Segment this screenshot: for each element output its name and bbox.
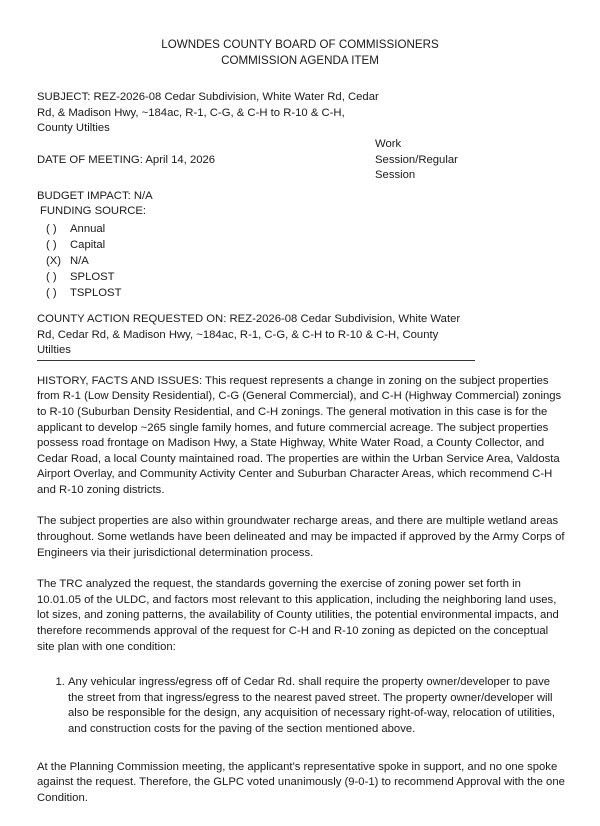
checkbox-mark: ( ) <box>46 286 57 299</box>
session-line3: Session <box>375 169 416 182</box>
budget-impact: BUDGET IMPACT: N/A <box>37 189 153 202</box>
date-of-meeting: DATE OF MEETING: April 14, 2026 <box>37 153 216 166</box>
funding-label: N/A <box>70 254 89 267</box>
funding-item-splost <box>46 269 565 285</box>
document-header-line1: LOWNDES COUNTY BOARD OF COMMISSIONERS <box>161 38 439 51</box>
history-facts-issues: HISTORY, FACTS AND ISSUES: This request represents a change in zoning on the subject properties from R-1 (Low Density Residential), C-G (General Commercial), and C-H (Highway Commercial) zonings to R-10 (Suburban Density Residential, and C-H zonings. The general motivation in this case is for the applicant to develop ~265 single family homes, and future commercial acreage. The subject properties possess road frontage on Madison Hwy, a State Highway, White Water Road, a County Collector, and Cedar Road, a local County maintained road. The properties are within the Urban Service Area, Valdosta Airport Overlay, and Community Activity Center and Suburban Character Areas, which recommend C-H and R-10 zoning districts. <box>37 374 562 496</box>
conditions-list <box>37 675 565 737</box>
funding-label: SPLOST <box>70 270 115 283</box>
document-header-line2: COMMISSION AGENDA ITEM <box>221 53 379 67</box>
funding-item-annual <box>46 221 565 237</box>
trc-paragraph: The TRC analyzed the request, the standards governing the exercise of zoning power set forth in 10.01.05 of the ULDC, and factors most relevant to this application, including the neighboring land uses, lot sizes, and zoning patterns, the availability of County utilities, the potential environmental impacts, and therefore recommends approval of the request for C-H and R-10 zoning as depicted on the conceptual site plan with one condition: <box>37 578 559 653</box>
checkbox-mark: ( ) <box>46 270 57 283</box>
meeting-row <box>37 137 565 184</box>
funding-source-list <box>46 221 565 301</box>
county-action-requested: COUNTY ACTION REQUESTED ON: REZ-2026-08 Cedar Subdivision, White Water Rd, Cedar Rd, & Madison Hwy, ~184ac, R-1, C-G, & C-H to R-10 & C-H, County Utilties <box>37 312 475 361</box>
funding-source-label: FUNDING SOURCE: <box>40 205 147 218</box>
funding-item-tsplost <box>46 285 565 301</box>
wetlands-paragraph: The subject properties are also within groundwater recharge areas, and there are multiple wetland areas throughout. Some wetlands have been delineated and may be impacted if approved by the Army Corps of Engineers via their jurisdictional determination process. <box>37 515 565 559</box>
session-line1: Work <box>375 137 402 150</box>
funding-item-capital <box>46 237 565 253</box>
checkbox-mark: ( ) <box>46 238 57 251</box>
checkbox-mark: (X) <box>46 254 62 267</box>
session-type <box>375 137 525 184</box>
checkbox-mark: ( ) <box>46 222 57 235</box>
funding-label: Capital <box>70 238 106 251</box>
session-line2: Session/Regular <box>375 153 458 166</box>
funding-label: TSPLOST <box>70 286 122 299</box>
planning-commission-paragraph: At the Planning Commission meeting, the applicant's representative spoke in support, and no one spoke against the request. Therefore, the GLPC voted unanimously (9-0-1) to recommend Approval with the one Condition. <box>37 760 565 804</box>
funding-label: Annual <box>70 222 106 235</box>
condition-item: 1. Any vehicular ingress/egress off of Cedar Rd. shall require the property owner/developer to pave the street from that ingress/egress to the nearest paved street. The property owner/developer will also be responsible for the design, any acquisition of necessary right-of-way, relocation of utilities, and construction costs for the paving of the section mentioned above. <box>68 675 565 737</box>
subject: SUBJECT: REZ-2026-08 Cedar Subdivision, White Water Rd, Cedar Rd, & Madison Hwy, ~184ac, R-1, C-G, & C-H to R-10 & C-H, County Utilties <box>37 91 379 135</box>
funding-item-na <box>46 253 565 269</box>
